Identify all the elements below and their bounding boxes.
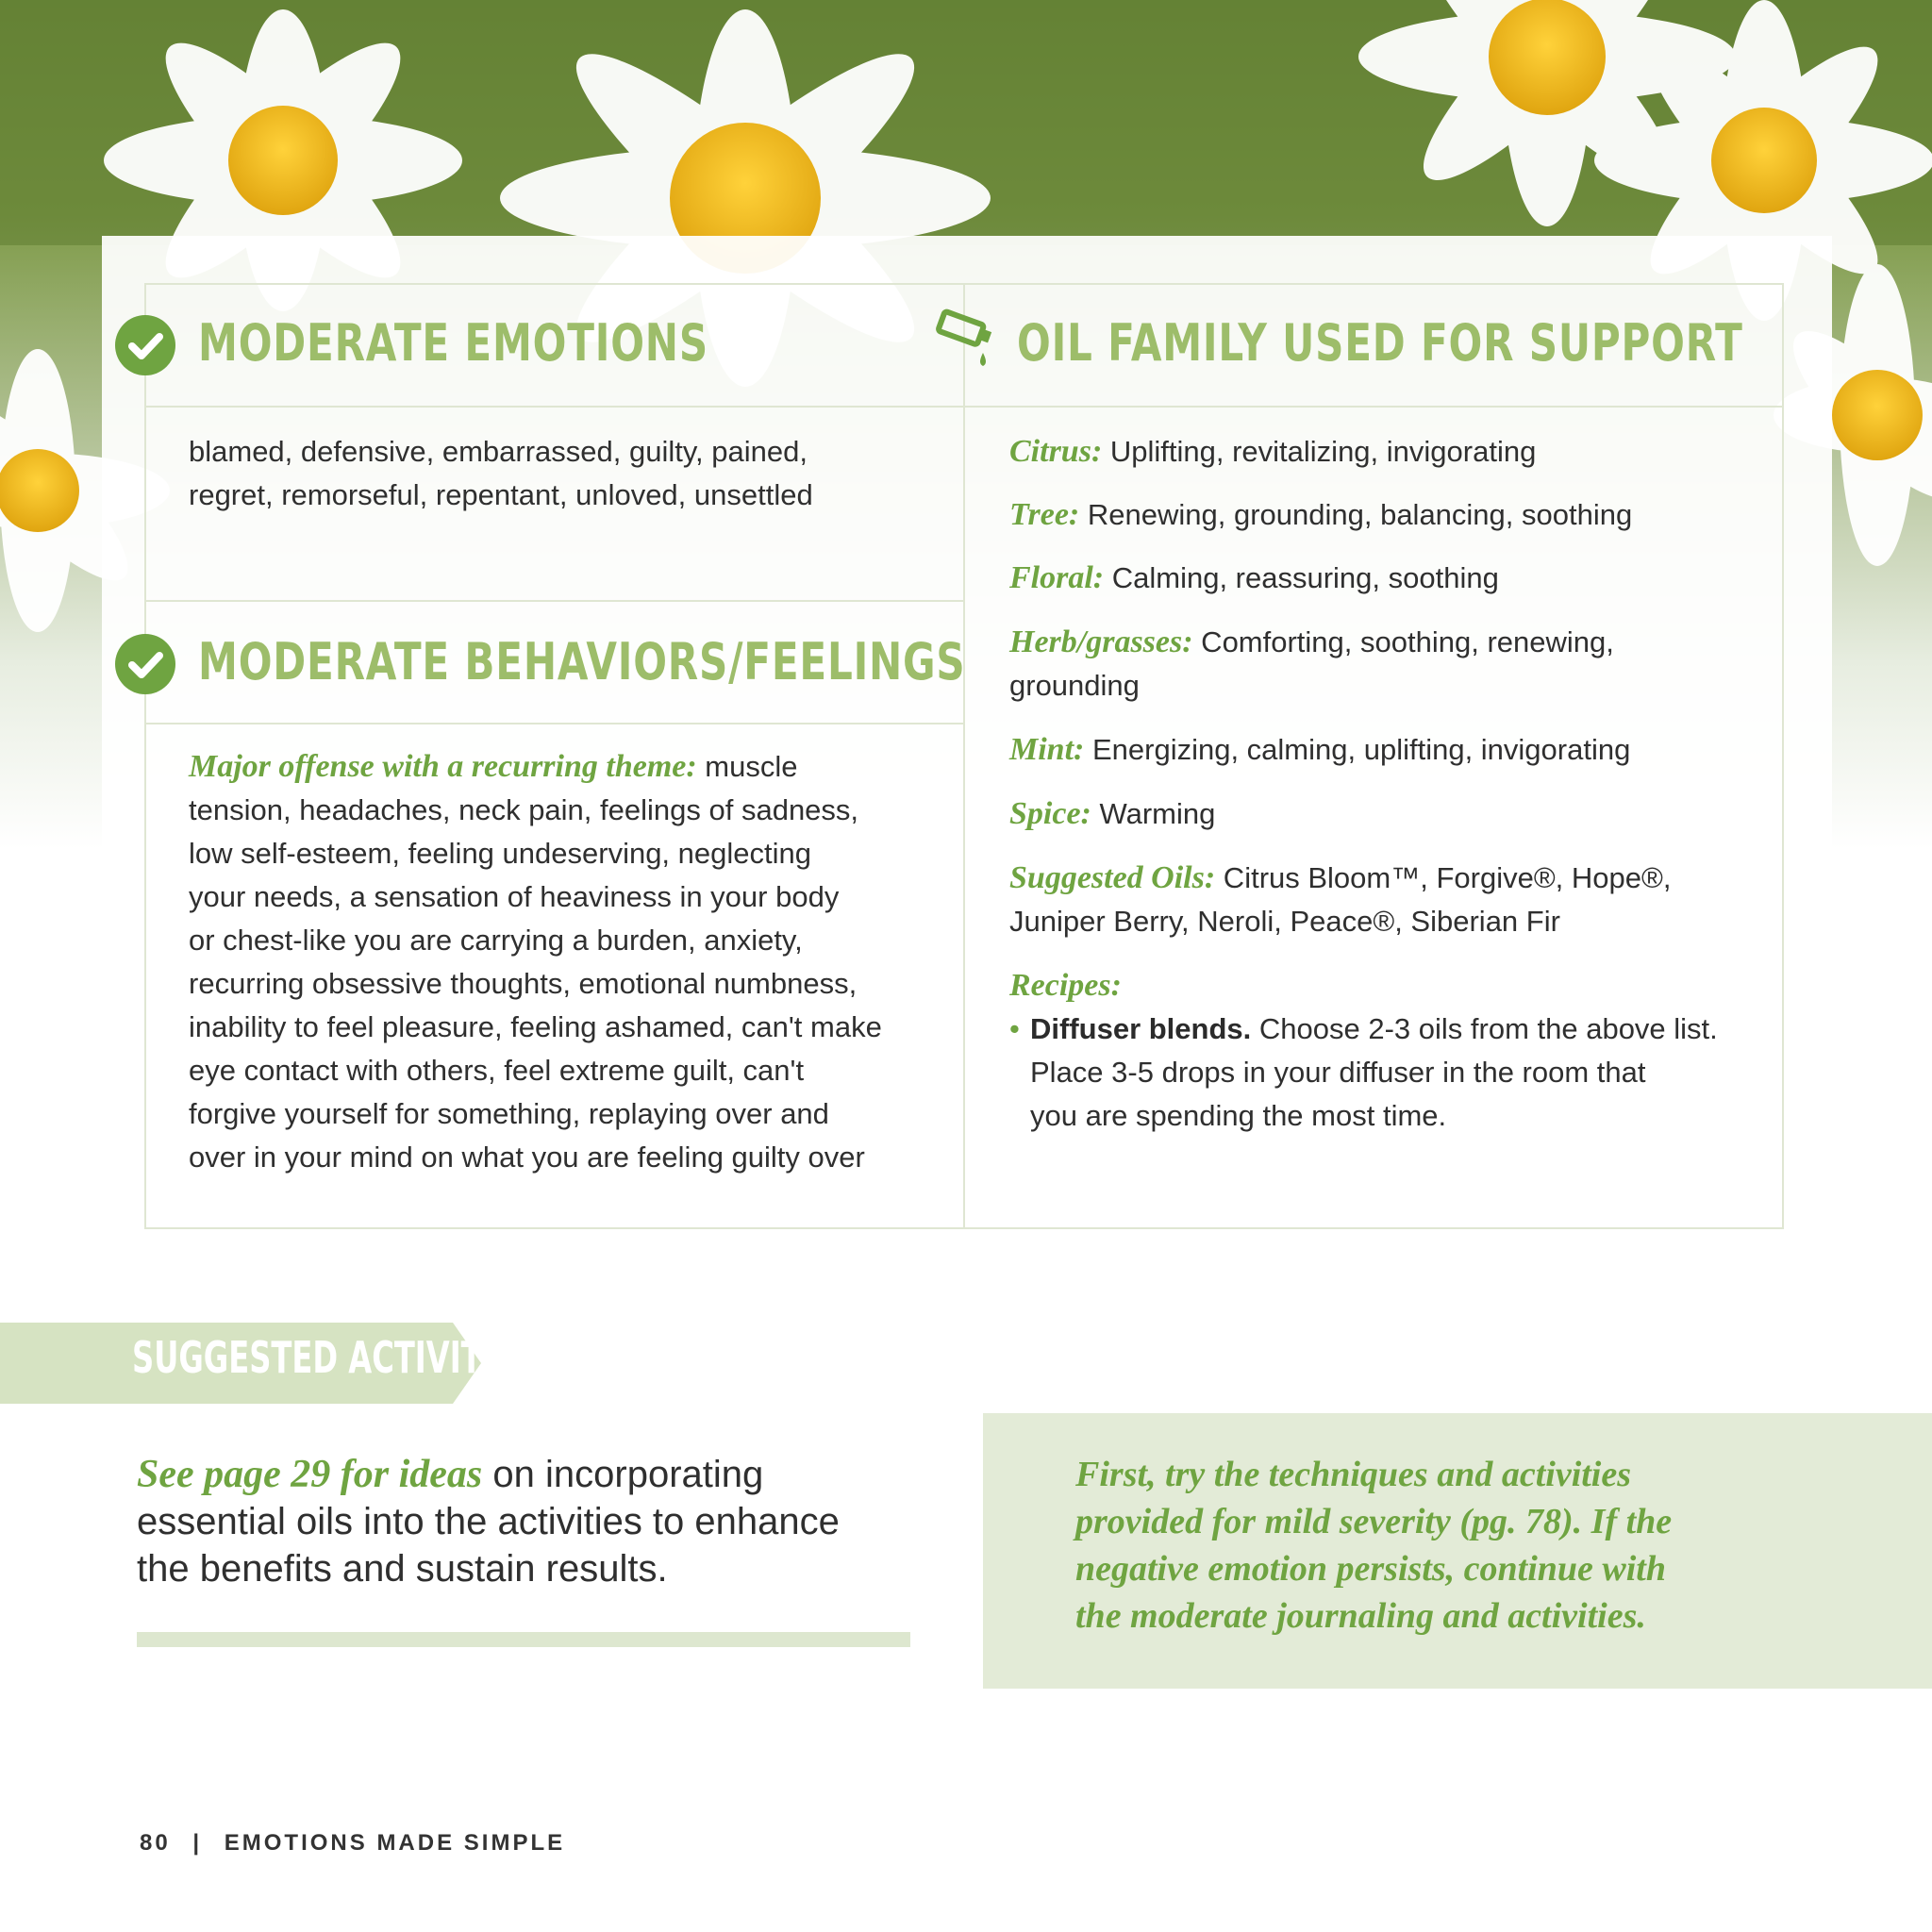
behaviors-line: forgive yourself for something, replaying over and <box>189 1097 829 1130</box>
recipe-item <box>1009 1008 1755 1138</box>
suggested-oils-line: Citrus Bloom™, Forgive®, Hope®, <box>1215 861 1672 894</box>
note-line: First, try the techniques and activities <box>1075 1455 1632 1494</box>
moderate-emotions-text <box>189 430 943 517</box>
note-text <box>1075 1451 1877 1640</box>
oil-family-mint <box>1009 728 1755 772</box>
oil-desc: Uplifting, revitalizing, invigorating <box>1102 435 1537 468</box>
recipes-label: Recipes: <box>1009 968 1122 1003</box>
recipe-line: Choose 2-3 oils from the above list. <box>1251 1012 1718 1045</box>
oil-name: Tree: <box>1009 497 1080 532</box>
suggested-oils <box>1009 857 1755 943</box>
oil-bottle-icon <box>930 308 996 374</box>
behaviors-line: tension, headaches, neck pain, feelings of sadness, <box>189 793 859 826</box>
emotions-line: blamed, defensive, embarrassed, guilty, pained, <box>189 435 808 468</box>
activities-line-rest: on incorporating <box>482 1454 764 1495</box>
oil-family-herb <box>1009 621 1755 708</box>
oil-family-citrus <box>1009 430 1755 474</box>
emotions-line: regret, remorseful, repentant, unloved, unsettled <box>189 478 813 511</box>
activities-line: the benefits and sustain results. <box>137 1548 668 1590</box>
behaviors-line: eye contact with others, feel extreme guilt, can't <box>189 1054 805 1087</box>
footer-separator: | <box>192 1830 203 1856</box>
oil-name: Floral: <box>1009 560 1105 595</box>
check-circle-icon <box>115 634 175 694</box>
bullet: • <box>1009 1012 1020 1045</box>
moderate-behaviors-heading: MODERATE BEHAVIORS/FEELINGS <box>198 632 966 691</box>
page-footer <box>140 1830 565 1857</box>
behaviors-first-line <box>189 745 943 789</box>
oil-desc: Renewing, grounding, balancing, soothing <box>1079 498 1633 531</box>
oil-name: Spice: <box>1009 796 1091 831</box>
oil-family-floral <box>1009 557 1755 600</box>
book-title: EMOTIONS MADE SIMPLE <box>224 1830 566 1856</box>
note-line: negative emotion persists, continue with <box>1075 1549 1666 1589</box>
note-line: the moderate journaling and activities. <box>1075 1596 1646 1636</box>
divider-bar <box>137 1632 910 1647</box>
oil-family-tree <box>1009 493 1755 537</box>
recipe-line: you are spending the most time. <box>1030 1099 1447 1132</box>
recipes-section <box>1009 964 1755 1138</box>
oil-desc-continued: grounding <box>1009 669 1140 702</box>
behaviors-first-line-rest: muscle <box>696 750 798 783</box>
behaviors-line: inability to feel pleasure, feeling ashamed, can't make <box>189 1010 882 1043</box>
header-divider <box>144 406 1784 408</box>
behaviors-line: over in your mind on what you are feeling guilty over <box>189 1141 865 1174</box>
oil-family-heading: OIL FAMILY USED FOR SUPPORT <box>1017 313 1743 373</box>
suggested-oils-line: Juniper Berry, Neroli, Peace®, Siberian Fir <box>1009 905 1560 938</box>
oil-desc: Comforting, soothing, renewing, <box>1192 625 1614 658</box>
behaviors-lead: Major offense with a recurring theme: <box>189 749 697 784</box>
activities-banner-label: SUGGESTED ACTIVITIES <box>132 1332 536 1383</box>
moderate-behaviors-text <box>189 745 943 1179</box>
behaviors-line: low self-esteem, feeling undeserving, neglecting <box>189 837 811 870</box>
oil-name: Herb/grasses: <box>1009 625 1193 659</box>
oil-desc: Warming <box>1091 797 1216 830</box>
page-number: 80 <box>140 1830 171 1856</box>
oil-name: Mint: <box>1009 732 1085 767</box>
behaviors-line: recurring obsessive thoughts, emotional numbness, <box>189 967 858 1000</box>
behaviors-line: or chest-like you are carrying a burden, anxiety, <box>189 924 803 957</box>
moderate-emotions-heading: MODERATE EMOTIONS <box>198 313 708 373</box>
oil-family-spice <box>1009 792 1755 836</box>
check-circle-icon <box>115 315 175 375</box>
activities-intro <box>137 1451 910 1592</box>
column-divider <box>963 283 965 1229</box>
suggested-oils-label: Suggested Oils: <box>1009 860 1216 895</box>
section-header-divider <box>144 723 963 724</box>
activities-line <box>137 1451 910 1498</box>
oil-desc: Calming, reassuring, soothing <box>1104 561 1499 594</box>
section-divider <box>144 600 963 602</box>
activities-line: essential oils into the activities to enhance <box>137 1501 840 1542</box>
oil-name: Citrus: <box>1009 434 1103 469</box>
note-line: provided for mild severity (pg. 78). If the <box>1075 1502 1673 1541</box>
oil-desc: Energizing, calming, uplifting, invigorating <box>1084 733 1631 766</box>
recipe-title: Diffuser blends. <box>1030 1012 1252 1045</box>
recipe-line: Place 3-5 drops in your diffuser in the room that <box>1030 1056 1646 1089</box>
page-reference: See page 29 for ideas <box>137 1453 483 1496</box>
behaviors-line: your needs, a sensation of heaviness in your body <box>189 880 840 913</box>
